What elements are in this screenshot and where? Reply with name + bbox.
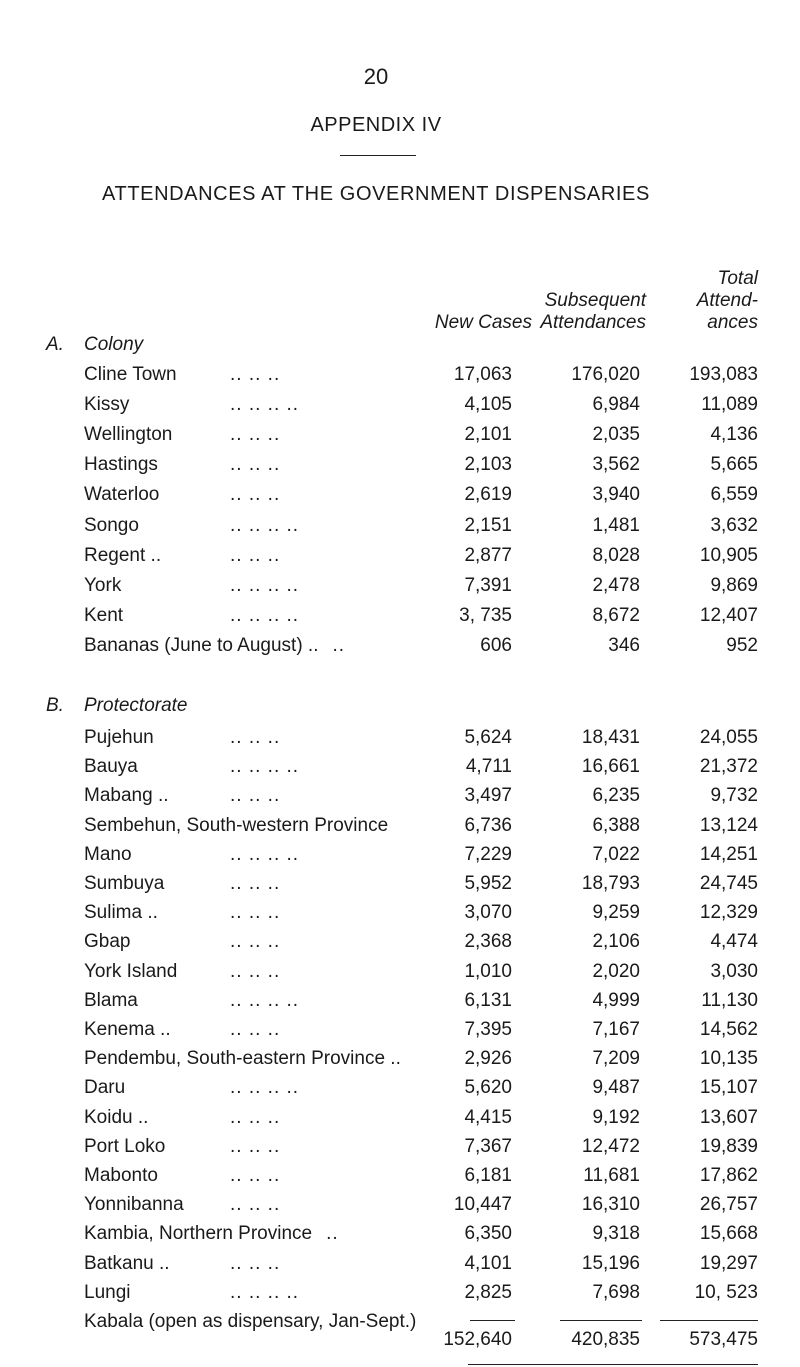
row-leader-dots: .. .. .. .. [230,1077,300,1099]
table-row [0,931,800,961]
total-new-cases: 152,640 [443,1329,512,1350]
row-subsequent: 7,022 [592,843,640,865]
row-subsequent: 2,020 [592,960,640,982]
row-location: Songo [84,514,139,536]
header-total-line1: Total [717,268,758,289]
row-new-cases: 7,391 [464,574,512,596]
table-row [0,394,800,424]
header-subsequent-line2: Attendances [540,312,646,333]
table-row [0,1194,800,1224]
row-new-cases: 5,624 [464,727,512,748]
row-leader-dots: .. .. .. .. [230,843,300,865]
row-location: Mano [84,843,132,865]
row-leader-dots: .. .. .. [230,727,281,748]
row-location: Kenema .. [84,1019,171,1040]
row-subsequent: 15,196 [581,1252,640,1274]
table-row [0,484,800,514]
row-subsequent: 8,028 [592,544,640,566]
row-leader-dots: .. .. .. .. [230,989,300,1011]
row-leader-dots: .. .. .. [230,1106,281,1128]
row-leader-dots: .. .. .. [230,1165,281,1186]
total-attendances: 573,475 [689,1329,758,1350]
row-leader-dots: .. .. .. [230,960,281,982]
row-subsequent: 6,388 [592,814,640,836]
section-a-heading: Colony [84,334,144,355]
table-row [0,1282,800,1312]
total-subsequent: 420,835 [571,1329,640,1350]
row-new-cases: 6,131 [464,989,512,1011]
row-subsequent: 6,984 [592,394,640,416]
row-leader-dots: .. .. .. [230,484,281,506]
row-leader-dots: .. .. .. .. [230,514,300,536]
row-location: Gbap [84,931,131,953]
row-total: 11,130 [701,989,758,1011]
row-new-cases: 7,367 [464,1135,512,1157]
row-leader-dots: .. .. .. [230,1252,281,1274]
row-total: 14,562 [699,1019,758,1040]
row-new-cases: 2,825 [464,1281,512,1303]
row-location: Kabala (open as dispensary, Jan-Sept.) [84,1311,417,1332]
row-subsequent: 4,999 [592,989,640,1011]
table-row [0,990,800,1020]
table-row [0,1019,800,1049]
header-subsequent-line1: Subsequent [544,290,646,311]
row-total: 6,559 [710,484,758,506]
row-subsequent: 2,106 [592,931,640,953]
row-new-cases: 17,063 [453,364,512,385]
table-row [0,1107,800,1137]
row-new-cases: 2,926 [464,1048,512,1070]
row-subsequent: 346 [608,634,640,656]
row-new-cases: 7,395 [464,1019,512,1040]
row-leader-dots: .. .. .. [230,364,281,385]
row-location: Pendembu, South-eastern Province .. [84,1048,401,1070]
row-leader-dots: .. [332,634,346,656]
row-new-cases: 6,736 [464,814,512,836]
row-leader-dots: .. .. .. [230,424,281,446]
table-row [0,1136,800,1166]
row-leader-dots: .. .. .. .. [230,756,300,778]
row-subsequent: 176,020 [571,364,640,385]
row-location: Lungi [84,1281,131,1303]
row-location: Pujehun [84,727,154,748]
row-location: Yonnibanna [84,1194,184,1216]
row-leader-dots: .. .. .. [230,1194,281,1216]
header-total-line3: ances [707,312,758,333]
table-row [0,1165,800,1195]
total-rule-subsequent [560,1320,642,1321]
table-row [0,1223,800,1253]
row-subsequent: 1,481 [592,514,640,536]
row-new-cases: 2,151 [464,514,512,536]
row-new-cases: 4,415 [464,1106,512,1128]
row-total: 3,030 [710,960,758,982]
row-total: 3,632 [710,514,758,536]
table-row [0,815,800,845]
row-location: Bauya [84,756,138,778]
row-leader-dots: .. .. .. .. [230,1281,300,1303]
row-total: 26,757 [699,1194,758,1216]
row-new-cases: 3, 735 [459,604,512,626]
header-total-line2: Attend- [696,290,758,311]
row-location: York [84,574,122,596]
total-rule-new [470,1320,515,1321]
row-leader-dots: .. .. .. .. [230,604,300,626]
row-total: 11,089 [701,394,758,416]
row-total: 193,083 [689,364,758,385]
row-new-cases: 2,103 [464,454,512,476]
row-total: 10,135 [699,1048,758,1070]
row-total: 13,607 [699,1106,758,1128]
table-row [0,756,800,786]
row-location: Koidu .. [84,1106,149,1128]
column-header-subsequent [520,290,646,334]
row-new-cases: 3,497 [464,785,512,807]
row-total: 19,839 [699,1135,758,1157]
row-total: 10,905 [699,544,758,566]
row-new-cases: 4,105 [464,394,512,416]
row-total: 5,665 [710,454,758,476]
row-leader-dots: .. .. .. [230,931,281,953]
row-total: 13,124 [699,814,758,836]
row-new-cases: 4,711 [465,756,512,778]
table-row [0,1077,800,1107]
row-total: 17,862 [699,1165,758,1186]
table-row [0,545,800,575]
column-header-total [660,268,758,334]
row-subsequent: 9,487 [592,1077,640,1099]
row-location: Daru [84,1077,126,1099]
table-row [0,961,800,991]
row-new-cases: 606 [480,634,512,656]
row-new-cases: 5,952 [464,873,512,894]
row-subsequent: 8,672 [592,604,640,626]
row-location: Batkanu .. [84,1252,170,1274]
row-leader-dots: .. [326,1223,339,1245]
column-header-new-cases [390,312,532,334]
table-row [0,1048,800,1078]
row-location: Mabang .. [84,785,169,807]
row-total: 21,372 [699,756,758,778]
row-new-cases: 2,619 [464,484,512,506]
row-subsequent: 12,472 [581,1135,640,1157]
header-new-cases-label: New Cases [434,312,532,333]
row-new-cases: 6,181 [464,1165,512,1186]
table-row [0,424,800,454]
row-location: Kissy [84,394,130,416]
row-new-cases: 2,877 [464,544,512,566]
row-subsequent: 7,209 [592,1048,640,1070]
table-row [0,785,800,815]
row-subsequent: 2,478 [592,574,640,596]
row-new-cases: 1,010 [464,960,512,982]
row-total: 12,329 [699,902,758,924]
row-total: 952 [726,634,758,656]
row-location: Sumbuya [84,873,165,894]
row-location: Wellington [84,424,173,446]
row-subsequent: 16,661 [581,756,640,778]
table-row [0,454,800,484]
row-location: Hastings [84,454,158,476]
table-row [0,902,800,932]
row-subsequent: 6,235 [592,785,640,807]
section-b-heading: Protectorate [84,695,188,716]
row-subsequent: 9,259 [592,902,640,924]
row-new-cases: 7,229 [464,843,512,865]
row-subsequent: 18,431 [581,727,640,748]
table-row [0,605,800,635]
row-subsequent: 7,167 [592,1019,640,1040]
row-location: Port Loko [84,1135,166,1157]
row-total: 24,745 [699,873,758,894]
row-location: Kent [84,604,124,626]
row-subsequent: 11,681 [583,1165,640,1186]
row-new-cases: 2,368 [464,931,512,953]
row-subsequent: 16,310 [581,1194,640,1216]
row-total: 9,869 [710,574,758,596]
row-new-cases: 5,620 [464,1077,512,1099]
row-location: Mabonto [84,1165,158,1186]
row-total: 4,136 [710,424,758,446]
row-location: Sembehun, South-western Province [84,814,389,836]
title-divider [340,155,416,156]
row-total: 15,668 [699,1223,758,1245]
row-leader-dots: .. .. .. [230,544,281,566]
row-subsequent: 18,793 [581,873,640,894]
section-b-letter: B. [46,695,64,716]
row-subsequent: 7,698 [592,1281,640,1303]
total-rule-total [660,1320,758,1321]
row-total: 15,107 [699,1077,758,1099]
row-subsequent: 9,192 [592,1106,640,1128]
row-leader-dots: .. .. .. [230,1135,281,1157]
row-location: Cline Town [84,364,177,385]
table-row [0,515,800,545]
row-new-cases: 3,070 [464,902,512,924]
row-location: Blama [84,989,138,1011]
row-location: Waterloo [84,484,160,506]
table-row [0,873,800,903]
row-total: 4,474 [710,931,758,953]
row-location: Kambia, Northern Province [84,1223,313,1245]
row-subsequent: 9,318 [592,1223,640,1245]
row-leader-dots: .. .. .. [230,873,281,894]
row-total: 19,297 [699,1252,758,1274]
page-number: 20 [363,64,389,89]
row-subsequent: 2,035 [592,424,640,446]
row-location: York Island [84,960,178,982]
row-leader-dots: .. .. .. [230,1019,281,1040]
row-leader-dots: .. .. .. [230,902,281,924]
row-total: 9,732 [710,785,758,807]
row-leader-dots: .. .. .. .. [230,394,300,416]
table-row [0,844,800,874]
row-subsequent: 3,940 [592,484,640,506]
page-title: ATTENDANCES AT THE GOVERNMENT DISPENSARIES [102,183,650,205]
row-new-cases: 2,101 [464,424,512,446]
row-total: 10, 523 [694,1281,758,1303]
row-total: 12,407 [699,604,758,626]
table-row [0,727,800,757]
row-location: Regent .. [84,544,162,566]
row-leader-dots: .. .. .. .. [230,574,300,596]
section-a-letter: A. [46,334,64,355]
row-total: 24,055 [699,727,758,748]
row-location: Sulima .. [84,902,158,924]
table-row [0,635,800,665]
appendix-title: APPENDIX IV [310,114,442,136]
row-new-cases: 4,101 [464,1252,512,1274]
row-new-cases: 10,447 [453,1194,512,1216]
row-leader-dots: .. .. .. [230,454,281,476]
row-total: 14,251 [699,843,758,865]
row-subsequent: 3,562 [592,454,640,476]
table-row [0,575,800,605]
row-location: Bananas (June to August) .. [84,634,319,656]
row-leader-dots: .. .. .. [230,785,281,807]
bottom-rule [468,1364,758,1365]
table-row [0,364,800,394]
row-new-cases: 6,350 [464,1223,512,1245]
table-row [0,1253,800,1283]
